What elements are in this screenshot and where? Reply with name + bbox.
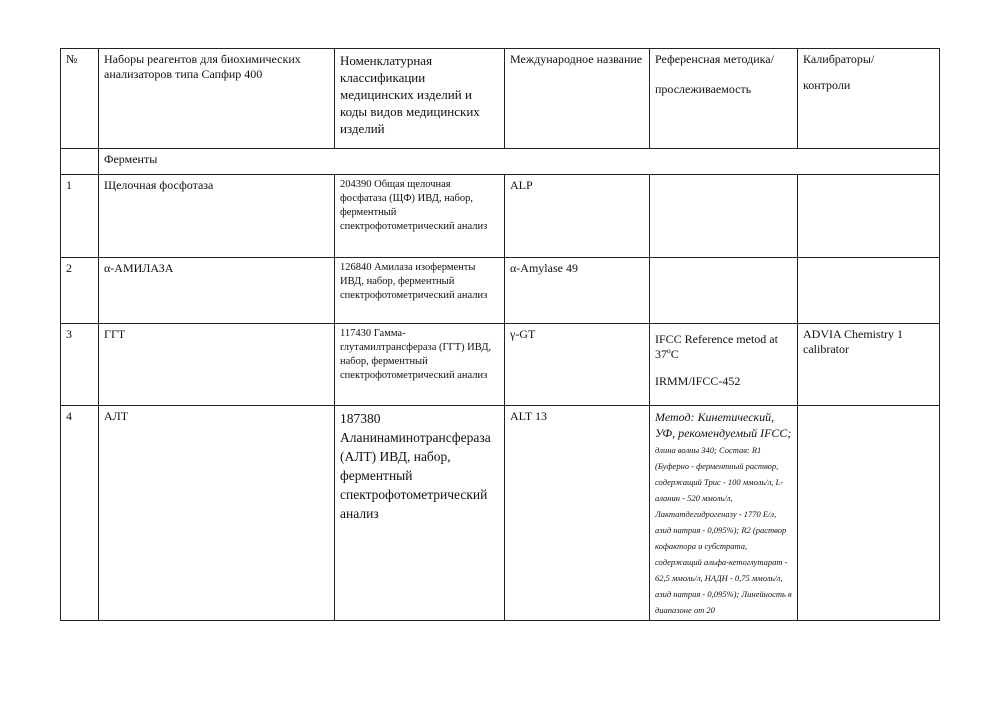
- header-kits: Наборы реагентов для биохимических анализаторов типа Сапфир 400: [99, 49, 335, 149]
- row-calibrator: ADVIA Chemistry 1 calibrator: [798, 324, 940, 406]
- row-number: 2: [61, 258, 99, 324]
- table-row: [61, 175, 940, 258]
- reagent-table: [60, 48, 940, 621]
- row-reference: [650, 175, 798, 258]
- section-row: [61, 149, 940, 175]
- method-main-text: Метод: Кинетический, УФ, рекомендуемый IFCC;: [655, 410, 792, 440]
- row-reference: [650, 324, 798, 406]
- row-nomenclature: 117430 Гамма-глутамилтрансфераза (ГГТ) ИВД, набор, ферментный спектрофотометрический анализ: [335, 324, 505, 406]
- row-international-name: ALT 13: [505, 406, 650, 621]
- row-international-name: ALP: [505, 175, 650, 258]
- reference-traceability: IRMM/IFCC-452: [655, 374, 741, 388]
- section-empty-cell: [61, 149, 99, 175]
- row-number: 3: [61, 324, 99, 406]
- row-number: 1: [61, 175, 99, 258]
- header-nomenclature: Номенклатурная классификации медицинских изделий и коды видов медицинских изделий: [335, 49, 505, 149]
- section-title: Ферменты: [99, 149, 940, 175]
- table-row: [61, 324, 940, 406]
- header-calibrators: [798, 49, 940, 149]
- row-nomenclature: 126840 Амилаза изоферменты ИВД, набор, ферментный спектрофотометрический анализ: [335, 258, 505, 324]
- row-name: АЛТ: [99, 406, 335, 621]
- row-international-name: γ-GT: [505, 324, 650, 406]
- row-reference: [650, 258, 798, 324]
- method-description: [655, 409, 792, 617]
- header-reference: [650, 49, 798, 149]
- header-row: [61, 49, 940, 149]
- row-nomenclature: 187380 Аланинаминотрансфераза (АЛТ) ИВД, набор, ферментный спектрофотометрический анализ: [335, 406, 505, 621]
- row-international-name: α-Amylase 49: [505, 258, 650, 324]
- table-row: [61, 406, 940, 621]
- row-name: Щелочная фосфотаза: [99, 175, 335, 258]
- reference-method: IFCC Reference metod at 37ºС: [655, 332, 778, 361]
- row-number: 4: [61, 406, 99, 621]
- method-details-text: длина волны 340; Состав: R1 (Буферно - ферментный раствор, содержащий Трис - 100 ммоль/л, L-аланин - 520 ммоль/л, Лактатдегидрогеназу - 1770 Е/л, азид натрия - 0,095%); R2 (раствор кофактора и субстрата, содержащий альфа-кетоглутарат - 62,5 ммоль/л, НАДН - 0,75 ммоль/л, азид натрия - 0,095%); Линейность в диапазоне от 20: [655, 445, 792, 615]
- row-reference: [650, 406, 798, 621]
- row-calibrator: [798, 258, 940, 324]
- row-calibrator: [798, 175, 940, 258]
- row-calibrator: [798, 406, 940, 621]
- row-nomenclature: 204390 Общая щелочная фосфатаза (ЩФ) ИВД, набор, ферментный спектрофотометрический анализ: [335, 175, 505, 258]
- header-international-name: Международное название: [505, 49, 650, 149]
- header-calibrators-line2: контроли: [803, 78, 851, 92]
- header-reference-line1: Референсная методика/: [655, 52, 774, 66]
- header-number: №: [61, 49, 99, 149]
- row-name: ГГТ: [99, 324, 335, 406]
- header-reference-line2: прослеживаемость: [655, 82, 752, 96]
- header-calibrators-line1: Калибраторы/: [803, 52, 875, 66]
- table-row: [61, 258, 940, 324]
- row-name: α-АМИЛАЗА: [99, 258, 335, 324]
